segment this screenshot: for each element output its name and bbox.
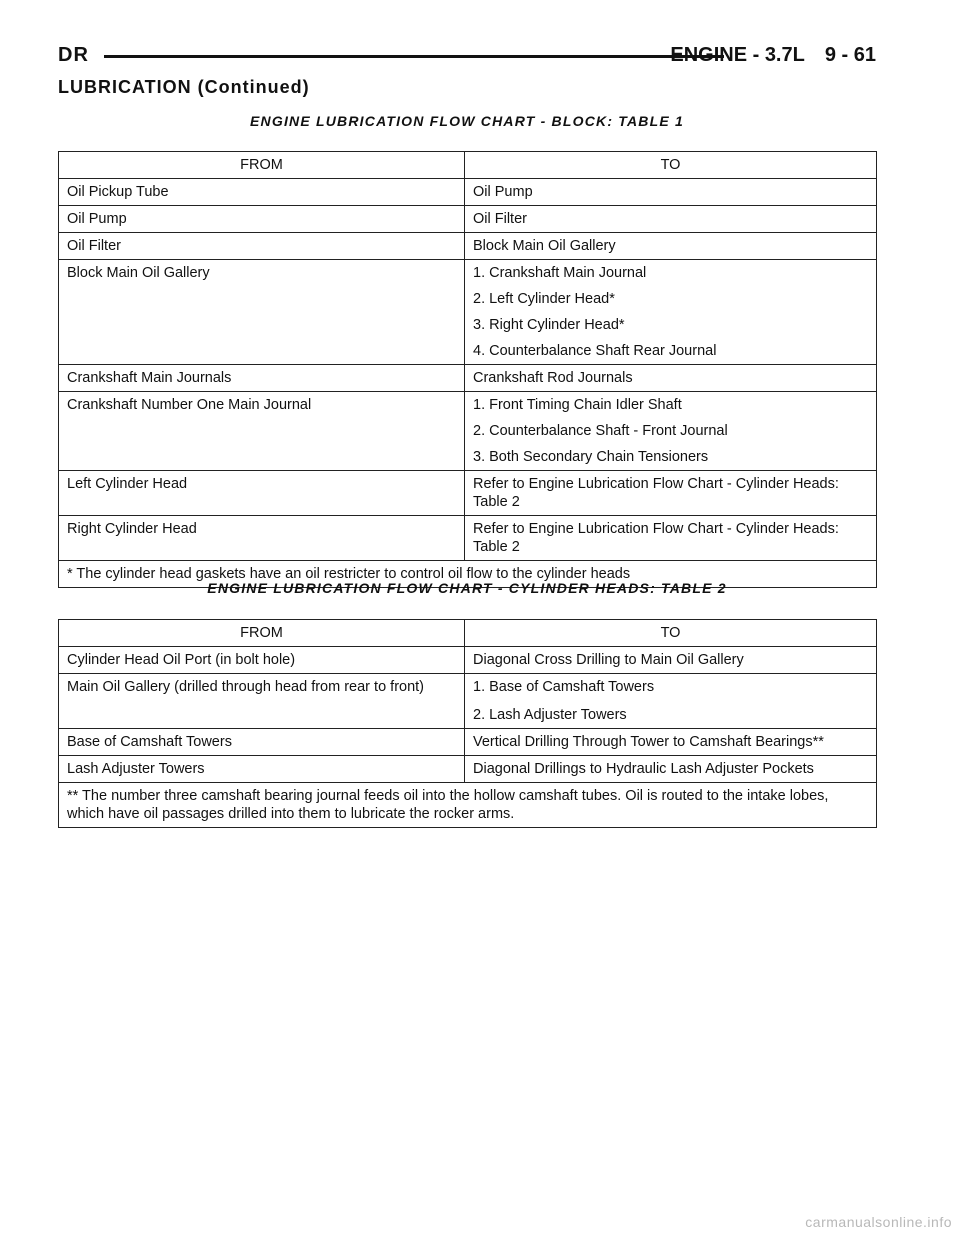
from-cell: Right Cylinder Head (59, 516, 465, 561)
to-item: Oil Filter (473, 211, 527, 227)
section-title: LUBRICATION (Continued) (58, 77, 310, 97)
to-item: Crankshaft Rod Journals (473, 370, 633, 386)
table2-col-from: FROM (59, 620, 465, 647)
table-row (59, 179, 877, 206)
table-row (59, 756, 877, 783)
table1-col-to: TO (465, 152, 877, 179)
table2-header-row (59, 620, 877, 647)
manual-code: DR (58, 44, 89, 66)
table2-footnote-row (59, 783, 877, 828)
table-row (59, 674, 877, 729)
table-row (59, 516, 877, 561)
to-item: 3. Right Cylinder Head* (473, 317, 625, 333)
to-item: 3. Both Secondary Chain Tensioners (473, 449, 709, 465)
to-item: 1. Crankshaft Main Journal (473, 265, 647, 281)
to-cell (465, 260, 877, 365)
from-cell: Crankshaft Main Journals (59, 365, 465, 392)
to-cell (465, 392, 877, 471)
page-number: 9 - 61 (824, 44, 876, 66)
to-cell (465, 729, 877, 756)
from-cell: Base of Camshaft Towers (59, 729, 465, 756)
to-cell (465, 233, 877, 260)
table-row (59, 392, 877, 471)
table2-title: ENGINE LUBRICATION FLOW CHART - CYLINDER HEADS: TABLE 2 (207, 580, 727, 596)
from-cell: Cylinder Head Oil Port (in bolt hole) (59, 647, 465, 674)
to-item: Refer to Engine Lubrication Flow Chart - Cylinder Heads: Table 2 (473, 476, 839, 510)
table-row (59, 260, 877, 365)
table2-footnote: ** The number three camshaft bearing journal feeds oil into the hollow camshaft tubes. Oil is routed to the intake lobes, which have oil passages drilled into them to lubricate the rocker arms. (59, 783, 877, 828)
to-cell (465, 471, 877, 516)
to-item: 4. Counterbalance Shaft Rear Journal (473, 343, 717, 359)
to-cell (465, 756, 877, 783)
to-cell (465, 179, 877, 206)
to-cell (465, 365, 877, 392)
from-cell: Oil Filter (59, 233, 465, 260)
table1-footnote: * The cylinder head gaskets have an oil restricter to control oil flow to the cylinder heads (59, 561, 877, 588)
to-cell (465, 647, 877, 674)
table-row (59, 647, 877, 674)
to-item: Oil Pump (473, 184, 533, 200)
from-cell: Lash Adjuster Towers (59, 756, 465, 783)
table1-title: ENGINE LUBRICATION FLOW CHART - BLOCK: TABLE 1 (250, 113, 684, 129)
section-name: ENGINE - 3.7L (670, 44, 805, 66)
to-item: Diagonal Drillings to Hydraulic Lash Adjuster Pockets (473, 761, 814, 777)
to-item: 1. Base of Camshaft Towers (473, 679, 655, 695)
table-row (59, 233, 877, 260)
table-row (59, 729, 877, 756)
to-item: Block Main Oil Gallery (473, 238, 616, 254)
table-row (59, 206, 877, 233)
header-rule (104, 55, 724, 58)
table2 (58, 619, 877, 828)
table-row (59, 365, 877, 392)
to-cell (465, 516, 877, 561)
to-item: 1. Front Timing Chain Idler Shaft (473, 397, 682, 413)
to-item: 2. Counterbalance Shaft - Front Journal (473, 423, 728, 439)
table-row (59, 471, 877, 516)
table2-col-to: TO (465, 620, 877, 647)
page-header (58, 44, 876, 74)
from-cell: Block Main Oil Gallery (59, 260, 465, 365)
table1-header-row (59, 152, 877, 179)
table1 (58, 151, 877, 588)
to-cell (465, 206, 877, 233)
watermark: carmanualsonline.info (805, 1214, 952, 1230)
from-cell: Main Oil Gallery (drilled through head from rear to front) (59, 674, 465, 729)
table1-col-from: FROM (59, 152, 465, 179)
to-item: 2. Lash Adjuster Towers (473, 707, 627, 723)
from-cell: Crankshaft Number One Main Journal (59, 392, 465, 471)
to-item: Vertical Drilling Through Tower to Camshaft Bearings** (473, 734, 824, 750)
to-item: Refer to Engine Lubrication Flow Chart - Cylinder Heads: Table 2 (473, 521, 839, 555)
from-cell: Left Cylinder Head (59, 471, 465, 516)
from-cell: Oil Pump (59, 206, 465, 233)
to-cell (465, 674, 877, 729)
to-item: Diagonal Cross Drilling to Main Oil Gallery (473, 652, 744, 668)
header-right (670, 44, 876, 67)
to-item: 2. Left Cylinder Head* (473, 291, 615, 307)
from-cell: Oil Pickup Tube (59, 179, 465, 206)
